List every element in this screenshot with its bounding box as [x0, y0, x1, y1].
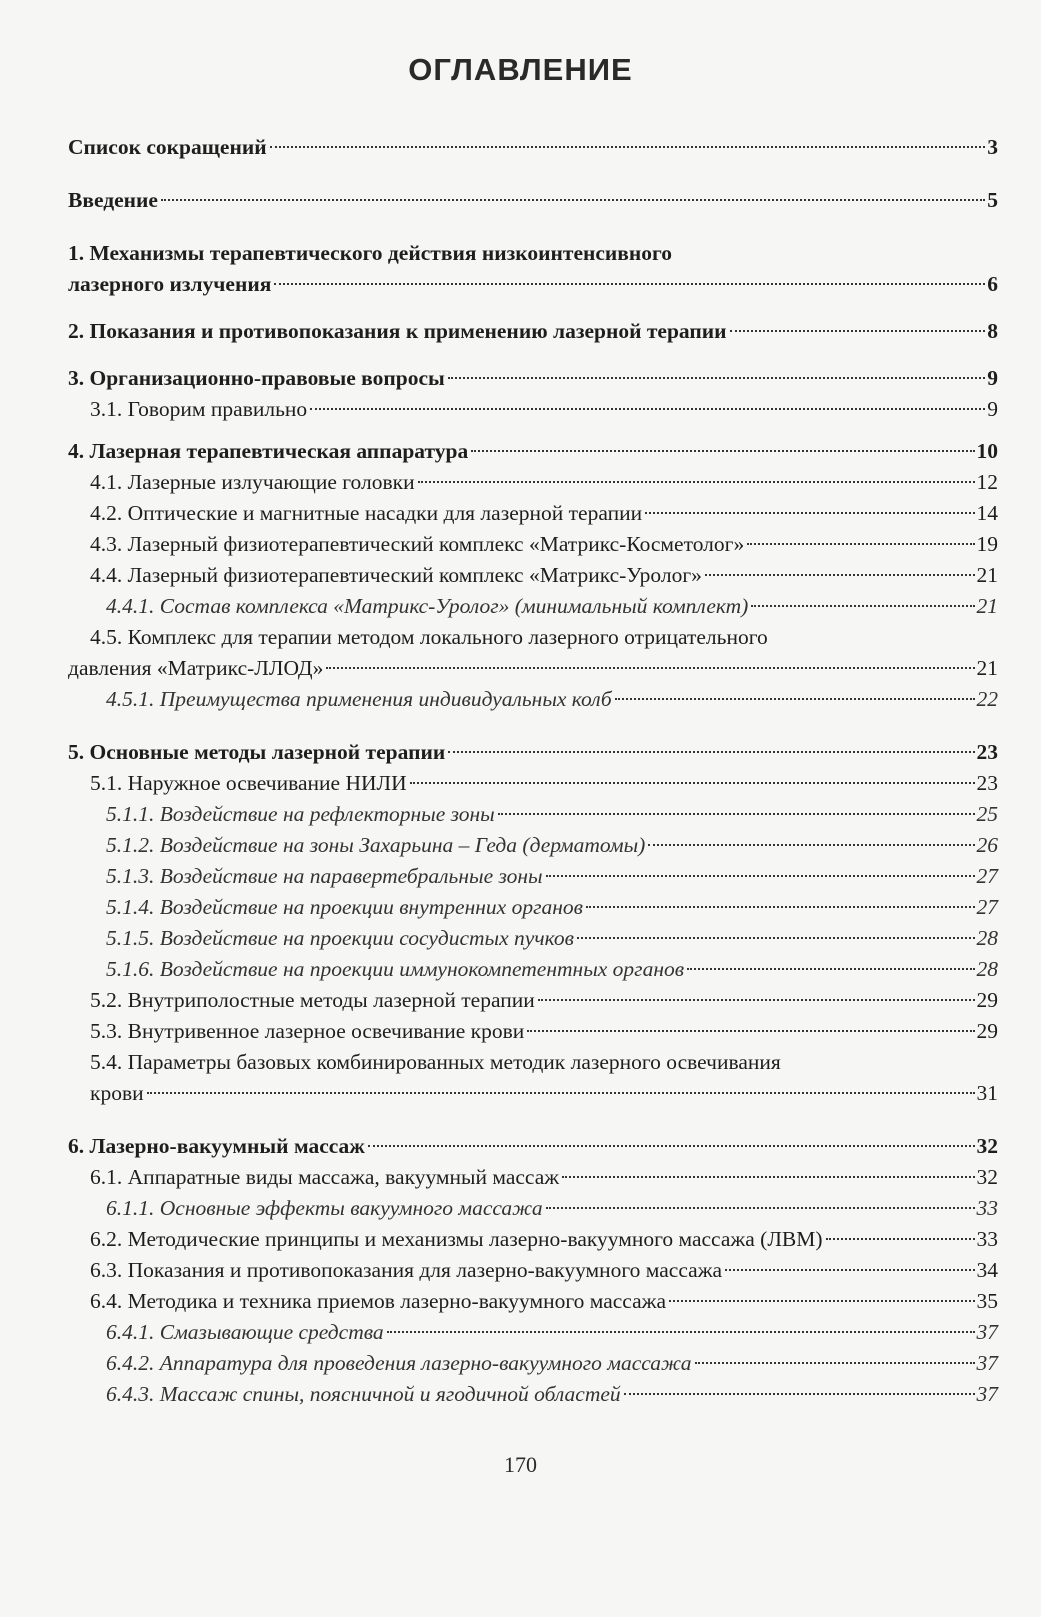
- toc-entry-page: 37: [976, 1351, 998, 1375]
- dot-leader: [270, 146, 986, 148]
- toc-entry-page: 34: [976, 1258, 998, 1282]
- toc-entry: [68, 316, 998, 347]
- dot-leader: [751, 605, 974, 607]
- toc-entry: [68, 1255, 998, 1286]
- dot-leader: [274, 283, 985, 285]
- toc-entry-title: 6. Лазерно-вакуумный массаж: [68, 1134, 365, 1158]
- toc-entry-title: 6.4.2. Аппаратура для проведения лазерно-вакуумного массажа: [106, 1351, 692, 1375]
- toc-entry-title: 2. Показания и противопоказания к применению лазерной терапии: [68, 319, 727, 343]
- toc-entry-page: 27: [976, 895, 998, 919]
- dot-leader: [471, 450, 974, 452]
- dot-leader: [310, 408, 985, 410]
- toc-entry-page: 9: [987, 366, 998, 390]
- dot-leader: [705, 574, 975, 576]
- toc-entry: [68, 892, 998, 923]
- toc-entry-title-line1: 5.4. Параметры базовых комбинированных методик лазерного освечивания: [90, 1050, 781, 1074]
- toc-entry: [68, 436, 998, 467]
- toc-entry-title: 6.1.1. Основные эффекты вакуумного массажа: [106, 1196, 543, 1220]
- toc-entry-title: 4. Лазерная терапевтическая аппаратура: [68, 439, 469, 463]
- toc-entry-title: 6.4. Методика и техника приемов лазерно-вакуумного массажа: [90, 1289, 667, 1313]
- dot-leader: [669, 1300, 974, 1302]
- dot-leader: [826, 1238, 975, 1240]
- toc-entry: [68, 1317, 998, 1348]
- table-of-contents: [68, 132, 998, 1410]
- toc-entry: [68, 363, 998, 394]
- dot-leader: [562, 1176, 974, 1178]
- toc-entry-page: 26: [976, 833, 998, 857]
- toc-entry: [68, 1047, 998, 1109]
- toc-entry: [68, 467, 998, 498]
- toc-entry: [68, 132, 998, 163]
- toc-entry-page: 21: [976, 656, 998, 680]
- toc-entry-page: 33: [976, 1196, 998, 1220]
- toc-entry: [68, 861, 998, 892]
- toc-entry-title: 5.3. Внутривенное лазерное освечивание крови: [90, 1019, 525, 1043]
- toc-entry: [68, 1224, 998, 1255]
- toc-entry-title: 3.1. Говорим правильно: [90, 397, 308, 421]
- toc-entry: [68, 954, 998, 985]
- toc-entry: [68, 1131, 998, 1162]
- toc-entry-page: 21: [976, 563, 998, 587]
- dot-leader: [410, 782, 975, 784]
- dot-leader: [577, 937, 975, 939]
- toc-entry-title: 5.1.3. Воздействие на паравертебральные зоны: [106, 864, 543, 888]
- toc-entry-title-line2: крови: [90, 1081, 144, 1105]
- toc-entry-title: 4.1. Лазерные излучающие головки: [90, 470, 415, 494]
- toc-entry-page: 29: [976, 1019, 998, 1043]
- dot-leader: [448, 751, 974, 753]
- dot-leader: [161, 199, 985, 201]
- dot-leader: [498, 813, 975, 815]
- dot-leader: [747, 543, 974, 545]
- toc-entry-title: 4.3. Лазерный физиотерапевтический комплекс «Матрикс-Косметолог»: [90, 532, 745, 556]
- toc-entry-page: 10: [976, 439, 998, 463]
- toc-entry-page: 32: [976, 1134, 998, 1158]
- dot-leader: [624, 1393, 975, 1395]
- dot-leader: [368, 1145, 975, 1147]
- toc-entry-page: 35: [976, 1289, 998, 1313]
- toc-entry: [68, 1379, 998, 1410]
- toc-entry-page: 25: [976, 802, 998, 826]
- toc-entry: [68, 238, 998, 300]
- toc-entry-page: 14: [976, 501, 998, 525]
- dot-leader: [730, 330, 986, 332]
- toc-entry-title: Список сокращений: [68, 135, 267, 159]
- toc-entry-title: 6.3. Показания и противопоказания для лазерно-вакуумного массажа: [90, 1258, 723, 1282]
- page-title: ОГЛАВЛЕНИЕ: [408, 52, 633, 87]
- toc-entry-page: 32: [976, 1165, 998, 1189]
- dot-leader: [448, 377, 985, 379]
- toc-entry-page: 12: [976, 470, 998, 494]
- toc-entry-page: 23: [976, 740, 998, 764]
- toc-entry-title: 5.1.4. Воздействие на проекции внутренних органов: [106, 895, 583, 919]
- dot-leader: [527, 1030, 974, 1032]
- dot-leader: [546, 875, 975, 877]
- toc-entry: [68, 185, 998, 216]
- toc-entry-page: 6: [987, 272, 998, 296]
- toc-entry: [68, 830, 998, 861]
- toc-entry-title: 5.1.5. Воздействие на проекции сосудистых пучков: [106, 926, 574, 950]
- toc-entry-page: 22: [976, 687, 998, 711]
- dot-leader: [326, 667, 974, 669]
- page-number: 170: [504, 1452, 537, 1477]
- toc-entry: [68, 1348, 998, 1379]
- toc-entry-page: 28: [976, 926, 998, 950]
- dot-leader: [648, 844, 974, 846]
- toc-entry-title: 5.1.6. Воздействие на проекции иммунокомпетентных органов: [106, 957, 685, 981]
- toc-entry-page: 31: [976, 1081, 998, 1105]
- toc-entry: [68, 799, 998, 830]
- toc-entry-title: 6.1. Аппаратные виды массажа, вакуумный массаж: [90, 1165, 560, 1189]
- toc-entry: [68, 1162, 998, 1193]
- toc-entry: [68, 622, 998, 684]
- toc-entry-title: 3. Организационно-правовые вопросы: [68, 366, 445, 390]
- toc-entry-page: 28: [976, 957, 998, 981]
- toc-entry-page: 19: [976, 532, 998, 556]
- toc-entry-title: 6.4.3. Массаж спины, поясничной и ягодичной областей: [106, 1382, 621, 1406]
- toc-entry-page: 5: [987, 188, 998, 212]
- toc-entry-title: 4.5.1. Преимущества применения индивидуальных колб: [106, 687, 612, 711]
- toc-entry-title: 5. Основные методы лазерной терапии: [68, 740, 446, 764]
- toc-entry-page: 33: [976, 1227, 998, 1251]
- dot-leader: [645, 512, 974, 514]
- toc-entry: [68, 591, 998, 622]
- toc-entry-title: 6.4.1. Смазывающие средства: [106, 1320, 384, 1344]
- dot-leader: [725, 1269, 974, 1271]
- toc-entry: [68, 768, 998, 799]
- toc-entry-title-line1: 1. Механизмы терапевтического действия низкоинтенсивного: [68, 241, 673, 265]
- dot-leader: [147, 1092, 975, 1094]
- toc-entry: [68, 560, 998, 591]
- toc-entry-page: 3: [987, 135, 998, 159]
- toc-entry-title: 5.1.2. Воздействие на зоны Захарьина – Геда (дерматомы): [106, 833, 646, 857]
- toc-entry-title: 5.1.1. Воздействие на рефлекторные зоны: [106, 802, 495, 826]
- toc-entry: [68, 737, 998, 768]
- dot-leader: [586, 906, 975, 908]
- dot-leader: [695, 1362, 975, 1364]
- toc-entry-title: 5.2. Внутриполостные методы лазерной терапии: [90, 988, 535, 1012]
- dot-leader: [418, 481, 975, 483]
- toc-entry: [68, 985, 998, 1016]
- toc-entry-title: 6.2. Методические принципы и механизмы лазерно-вакуумного массажа (ЛВМ): [90, 1227, 823, 1251]
- toc-entry: [68, 1193, 998, 1224]
- toc-entry-title: 4.2. Оптические и магнитные насадки для лазерной терапии: [90, 501, 643, 525]
- toc-entry-page: 37: [976, 1320, 998, 1344]
- toc-entry-page: 9: [987, 397, 998, 421]
- toc-entry-page: 23: [976, 771, 998, 795]
- toc-entry-page: 27: [976, 864, 998, 888]
- toc-entry-page: 8: [987, 319, 998, 343]
- toc-entry-title-line2: давления «Матрикс-ЛЛОД»: [68, 656, 324, 680]
- dot-leader: [615, 698, 975, 700]
- toc-entry-page: 21: [976, 594, 998, 618]
- dot-leader: [687, 968, 974, 970]
- dot-leader: [546, 1207, 975, 1209]
- toc-entry-title-line2: лазерного излучения: [68, 272, 272, 296]
- toc-entry-title: 4.4.1. Состав комплекса «Матрикс-Уролог» (минимальный комплект): [106, 594, 749, 618]
- toc-entry: [68, 1286, 998, 1317]
- toc-entry: [68, 498, 998, 529]
- toc-entry: [68, 684, 998, 715]
- dot-leader: [387, 1331, 975, 1333]
- dot-leader: [538, 999, 975, 1001]
- toc-entry-page: 29: [976, 988, 998, 1012]
- toc-entry-page: 37: [976, 1382, 998, 1406]
- toc-entry-title: Введение: [68, 188, 158, 212]
- toc-entry: [68, 1016, 998, 1047]
- toc-entry: [68, 923, 998, 954]
- toc-entry-title-line1: 4.5. Комплекс для терапии методом локального лазерного отрицательного: [90, 625, 768, 649]
- toc-entry-title: 5.1. Наружное освечивание НИЛИ: [90, 771, 407, 795]
- toc-entry-title: 4.4. Лазерный физиотерапевтический комплекс «Матрикс-Уролог»: [90, 563, 702, 587]
- toc-entry: [68, 394, 998, 425]
- toc-entry: [68, 529, 998, 560]
